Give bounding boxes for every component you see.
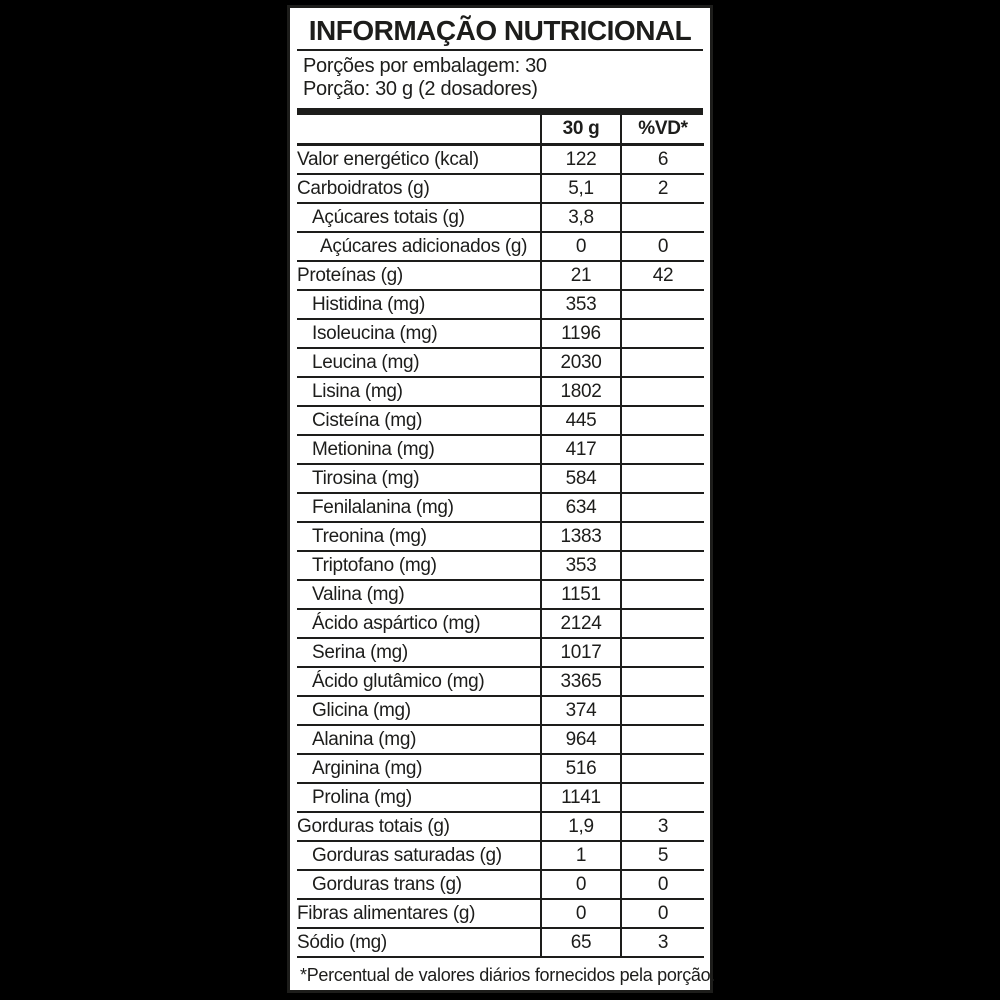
row-label: Ácido aspártico (mg) (297, 609, 541, 638)
row-label: Valina (mg) (297, 580, 541, 609)
header-cell-quantity: 30 g (541, 115, 621, 145)
row-label: Metionina (mg) (297, 435, 541, 464)
row-daily-value (621, 319, 704, 348)
row-label: Alanina (mg) (297, 725, 541, 754)
table-row (297, 870, 704, 899)
row-daily-value (621, 377, 704, 406)
table-row (297, 899, 704, 928)
row-daily-value (621, 667, 704, 696)
row-label: Fenilalanina (mg) (297, 493, 541, 522)
table-row (297, 377, 704, 406)
table-row (297, 609, 704, 638)
row-daily-value: 5 (621, 841, 704, 870)
nutrition-table-header (297, 115, 704, 145)
row-quantity-value: 374 (541, 696, 621, 725)
row-quantity-value: 1802 (541, 377, 621, 406)
row-quantity-value: 21 (541, 261, 621, 290)
table-row (297, 551, 704, 580)
row-label: Gorduras totais (g) (297, 812, 541, 841)
row-label: Açúcares adicionados (g) (297, 232, 541, 261)
row-quantity-value: 1141 (541, 783, 621, 812)
nutrition-table-body (297, 145, 704, 958)
row-daily-value (621, 290, 704, 319)
row-daily-value: 0 (621, 870, 704, 899)
row-quantity-value: 3,8 (541, 203, 621, 232)
row-label: Glicina (mg) (297, 696, 541, 725)
row-label: Ácido glutâmico (mg) (297, 667, 541, 696)
row-label: Fibras alimentares (g) (297, 899, 541, 928)
row-quantity-value: 353 (541, 551, 621, 580)
row-daily-value (621, 754, 704, 783)
row-label: Proteínas (g) (297, 261, 541, 290)
table-row (297, 522, 704, 551)
table-row (297, 841, 704, 870)
row-quantity-value: 1,9 (541, 812, 621, 841)
table-row (297, 928, 704, 957)
row-daily-value (621, 609, 704, 638)
row-label: Isoleucina (mg) (297, 319, 541, 348)
table-row (297, 696, 704, 725)
row-quantity-value: 516 (541, 754, 621, 783)
row-quantity-value: 1151 (541, 580, 621, 609)
row-quantity-value: 65 (541, 928, 621, 957)
row-quantity-value: 964 (541, 725, 621, 754)
row-quantity-value: 3365 (541, 667, 621, 696)
table-row (297, 754, 704, 783)
row-label: Cisteína (mg) (297, 406, 541, 435)
row-quantity-value: 0 (541, 870, 621, 899)
row-label: Treonina (mg) (297, 522, 541, 551)
row-daily-value (621, 203, 704, 232)
table-row (297, 638, 704, 667)
row-daily-value (621, 638, 704, 667)
row-quantity-value: 584 (541, 464, 621, 493)
table-row (297, 261, 704, 290)
row-daily-value (621, 696, 704, 725)
row-daily-value (621, 348, 704, 377)
row-daily-value: 0 (621, 232, 704, 261)
nutrition-table (297, 115, 704, 958)
serving-info (303, 55, 702, 101)
row-label: Histidina (mg) (297, 290, 541, 319)
table-row (297, 580, 704, 609)
row-label: Tirosina (mg) (297, 464, 541, 493)
row-daily-value: 3 (621, 812, 704, 841)
row-quantity-value: 1 (541, 841, 621, 870)
table-row (297, 232, 704, 261)
daily-value-footnote: *Percentual de valores diários fornecidos pela porção. (300, 965, 716, 985)
title-divider-line (297, 49, 703, 51)
row-quantity-value: 353 (541, 290, 621, 319)
row-label: Lisina (mg) (297, 377, 541, 406)
row-quantity-value: 634 (541, 493, 621, 522)
row-label: Arginina (mg) (297, 754, 541, 783)
row-daily-value (621, 551, 704, 580)
row-quantity-value: 1196 (541, 319, 621, 348)
row-daily-value (621, 783, 704, 812)
row-quantity-value: 2030 (541, 348, 621, 377)
table-row (297, 783, 704, 812)
row-daily-value: 0 (621, 899, 704, 928)
row-daily-value: 42 (621, 261, 704, 290)
row-label: Gorduras saturadas (g) (297, 841, 541, 870)
nutrition-label-panel (287, 5, 716, 993)
row-daily-value (621, 580, 704, 609)
row-label: Sódio (mg) (297, 928, 541, 957)
table-row (297, 435, 704, 464)
row-daily-value: 2 (621, 174, 704, 203)
table-row (297, 174, 704, 203)
servings-per-package-text: Porções por embalagem: 30 (303, 55, 547, 77)
table-row (297, 464, 704, 493)
table-row (297, 319, 704, 348)
row-daily-value (621, 522, 704, 551)
row-daily-value (621, 406, 704, 435)
row-quantity-value: 445 (541, 406, 621, 435)
header-cell-name (297, 115, 541, 145)
serving-size-text: Porção: 30 g (2 dosadores) (303, 78, 538, 100)
row-label: Açúcares totais (g) (297, 203, 541, 232)
row-label: Prolina (mg) (297, 783, 541, 812)
table-row (297, 406, 704, 435)
row-label: Carboidratos (g) (297, 174, 541, 203)
table-row (297, 493, 704, 522)
row-quantity-value: 0 (541, 899, 621, 928)
nutrition-label-title: INFORMAÇÃO NUTRICIONAL (308, 15, 692, 46)
table-row (297, 725, 704, 754)
row-daily-value: 6 (621, 145, 704, 175)
row-label: Serina (mg) (297, 638, 541, 667)
table-row (297, 812, 704, 841)
row-label: Gorduras trans (g) (297, 870, 541, 899)
row-daily-value (621, 493, 704, 522)
row-quantity-value: 417 (541, 435, 621, 464)
table-row (297, 348, 704, 377)
row-quantity-value: 2124 (541, 609, 621, 638)
row-label: Triptofano (mg) (297, 551, 541, 580)
row-quantity-value: 0 (541, 232, 621, 261)
row-label: Valor energético (kcal) (297, 145, 541, 175)
table-row (297, 145, 704, 175)
header-row (297, 115, 704, 145)
row-quantity-value: 122 (541, 145, 621, 175)
row-label: Leucina (mg) (297, 348, 541, 377)
header-cell-daily-value: %VD* (621, 115, 704, 145)
row-daily-value (621, 725, 704, 754)
row-daily-value: 3 (621, 928, 704, 957)
table-row (297, 290, 704, 319)
header-thick-bar (297, 108, 703, 115)
row-quantity-value: 5,1 (541, 174, 621, 203)
row-daily-value (621, 435, 704, 464)
row-daily-value (621, 464, 704, 493)
table-row (297, 667, 704, 696)
row-quantity-value: 1383 (541, 522, 621, 551)
table-row (297, 203, 704, 232)
row-quantity-value: 1017 (541, 638, 621, 667)
